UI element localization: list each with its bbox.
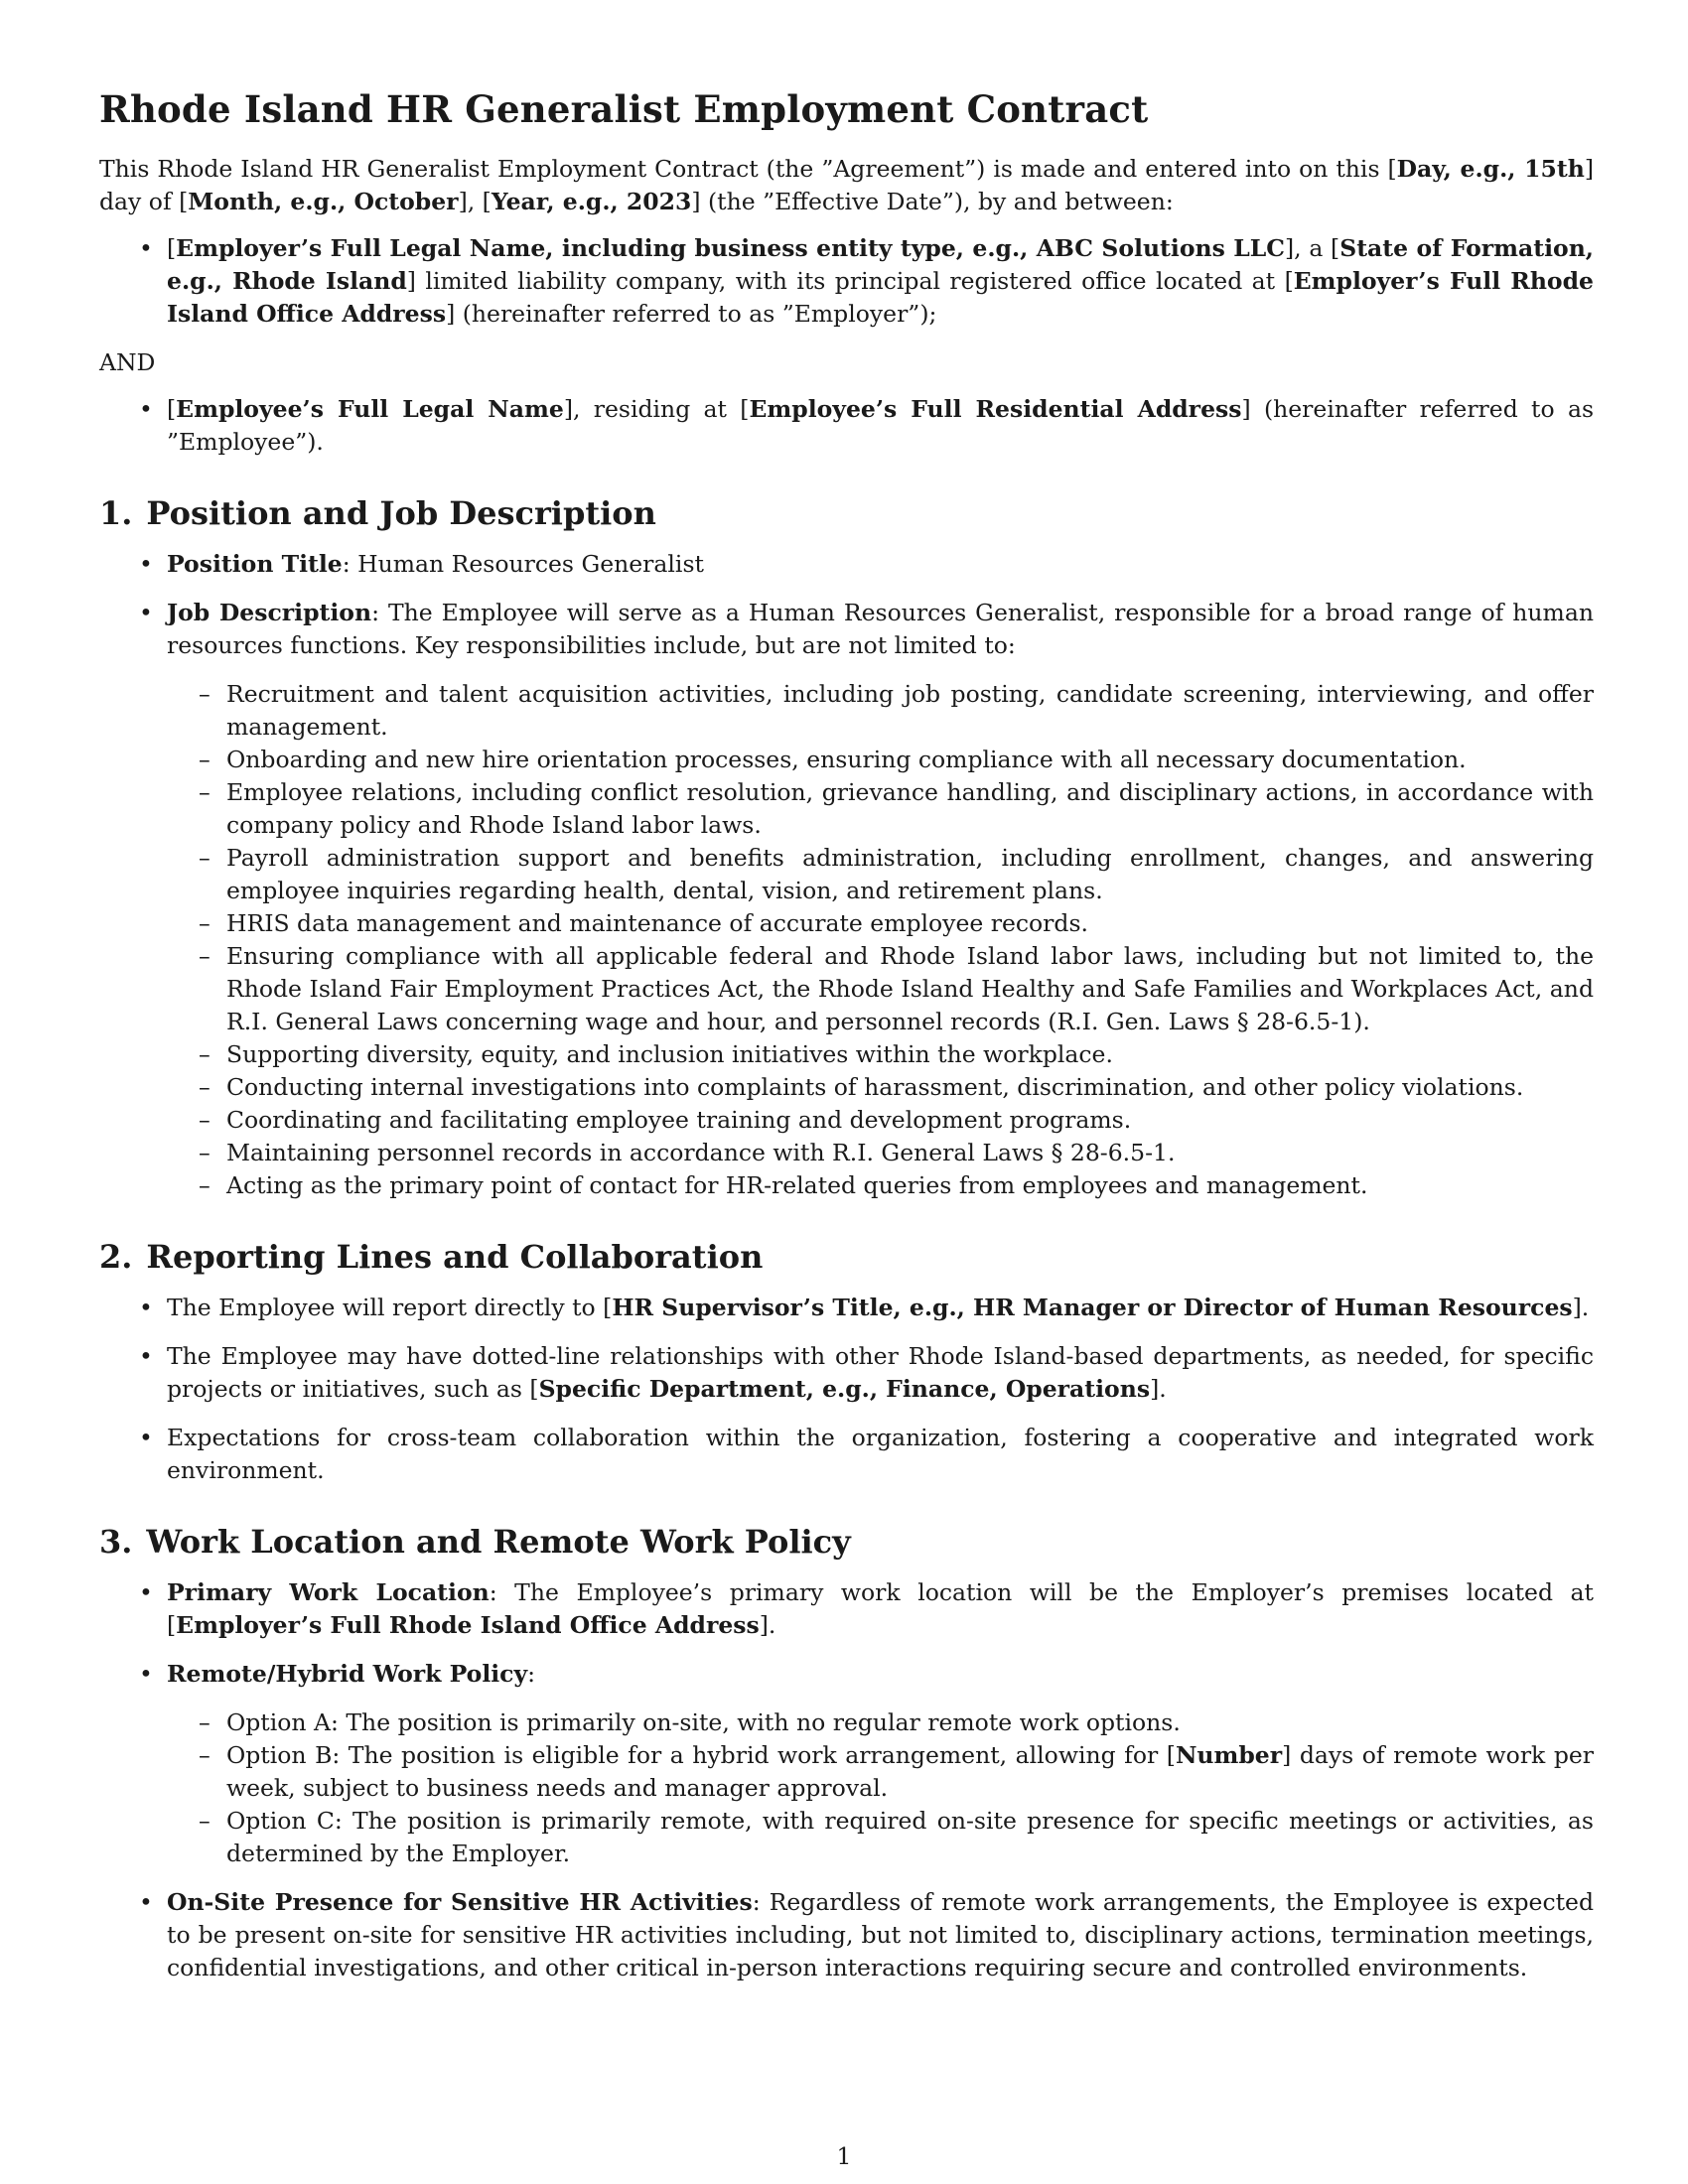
employer-party [99,232,1594,331]
section-2-list [99,1292,1594,1487]
duty-item: – Maintaining personnel records in accordance with R.I. General Laws § 28-6.5-1. [167,1137,1594,1169]
page-number: 1 [836,2142,852,2170]
department-placeholder: Specific Department, e.g., Finance, Operations [538,1375,1151,1403]
employee-party [99,393,1594,459]
employer-text: [ [167,234,177,262]
section-number: 2. [99,1238,133,1276]
state-placeholder: State of Formation, e.g., Rhode Island [167,234,1594,295]
parties-list-employee [99,393,1594,459]
employer-text: ] limited liability company, with its principal registered office located at [ [406,267,1294,295]
duty-item: – Ensuring compliance with all applicable federal and Rhode Island labor laws, including but not limited to, the Rhode Island Fair Employment Practices Act, the Rhode Island Healthy and Safe Families and Workplaces Act, and R.I. General Laws concerning wage and hour, and personnel records (R.I. Gen. Laws § 28-6.5-1). [167,940,1594,1038]
section-title: Position and Job Description [146,494,656,532]
section-3-heading [99,1523,1594,1561]
section-number: 3. [99,1523,133,1561]
number-placeholder: Number [1175,1741,1283,1769]
item-text: The Employee may have dotted-line relationships with other Rhode Island-based departments, as needed, for specific projects or initiatives, such as [ [167,1342,1594,1403]
day-placeholder: Day, e.g., 15th [1396,155,1585,183]
item-value: : Regardless of remote work arrangements, the Employee is expected to be present on-site for sensitive HR activities including, but not limited to, disciplinary actions, termination meetings, confidential investigations, and other critical in-person interactions requiring secure and controlled environments. [167,1888,1595,1981]
duty-item: – Acting as the primary point of contact for HR-related queries from employees and management. [167,1169,1594,1202]
remote-policy-item [99,1658,1594,1870]
item-text: The Employee will report directly to [ [167,1294,613,1321]
item-text: ]. [1572,1294,1590,1321]
duty-item: – Employee relations, including conflict resolution, grievance handling, and disciplinary actions, in accordance with company policy and Rhode Island labor laws. [167,776,1594,842]
employee-name-placeholder: Employee’s Full Legal Name [176,395,564,423]
section-1-list [99,548,1594,1202]
duty-item: – Payroll administration support and benefits administration, including enrollment, changes, and answering employee inquiries regarding health, dental, vision, and retirement plans. [167,842,1594,907]
parties-list-employer [99,232,1594,331]
employer-text: ], a [ [1284,234,1340,262]
item-text: ]. [1150,1375,1167,1403]
duty-item: – Supporting diversity, equity, and inclusion initiatives within the workplace. [167,1038,1594,1071]
item-value: : The Employee will serve as a Human Resources Generalist, responsible for a broad range of human resources functions. Key responsibilities include, but are not limited to: [167,599,1594,659]
option-text: Option B: The position is eligible for a hybrid work arrangement, allowing for [ [226,1741,1176,1769]
employee-text: [ [167,395,177,423]
intro-text: ], [ [458,188,492,215]
option-text: ] days of remote work per week, subject to business needs and manager approval. [226,1741,1594,1802]
employee-text: ] (hereinafter referred to as ”Employee”). [167,395,1595,456]
intro-text: ] (the ”Effective Date”), by and between: [691,188,1174,215]
intro-text: ] day of [ [99,155,1594,215]
item-value: : Human Resources Generalist [342,550,704,578]
employee-address-placeholder: Employee’s Full Residential Address [749,395,1242,423]
item-text: ]. [759,1611,776,1639]
intro-paragraph [99,153,1594,218]
item-label: Remote/Hybrid Work Policy [167,1660,528,1688]
and-separator: AND [99,348,156,376]
section-1-heading [99,494,1594,532]
item-text: : The Employee’s primary work location will be the Employer’s premises located at [ [167,1578,1594,1639]
duties-list [167,678,1594,1202]
section-title: Reporting Lines and Collaboration [146,1238,764,1276]
reporting-item [99,1292,1594,1324]
item-text: : [527,1660,536,1688]
item-label: Position Title [167,550,343,578]
section-3-list [99,1576,1594,1984]
year-placeholder: Year, e.g., 2023 [491,188,692,215]
month-placeholder: Month, e.g., October [188,188,459,215]
duty-item: – Conducting internal investigations into complaints of harassment, discrimination, and other policy violations. [167,1071,1594,1104]
duty-item: – Coordinating and facilitating employee training and development programs. [167,1104,1594,1137]
section-2-heading [99,1238,1594,1276]
duty-item: – Recruitment and talent acquisition activities, including job posting, candidate screening, interviewing, and offer management. [167,678,1594,744]
remote-options-list [167,1706,1594,1870]
duty-item: – HRIS data management and maintenance of accurate employee records. [167,907,1594,940]
item-label: Job Description [167,599,372,626]
employer-text: ] (hereinafter referred to as ”Employer”); [446,300,937,328]
option-c: – Option C: The position is primarily remote, with required on-site presence for specific meetings or activities, as determined by the Employer. [167,1805,1594,1870]
employer-name-placeholder: Employer’s Full Legal Name, including business entity type, e.g., ABC Solutions LLC [176,234,1285,262]
section-title: Work Location and Remote Work Policy [146,1523,851,1561]
option-b [167,1739,1594,1805]
collaboration-item: • Expectations for cross-team collaboration within the organization, fostering a cooperative and integrated work environment. [99,1422,1594,1487]
duty-item: – Onboarding and new hire orientation processes, ensuring compliance with all necessary documentation. [167,744,1594,776]
employee-text: ], residing at [ [563,395,750,423]
option-a: – Option A: The position is primarily on-site, with no regular remote work options. [167,1706,1594,1739]
section-number: 1. [99,494,133,532]
item-label: Primary Work Location [167,1578,490,1606]
dotted-line-item [99,1340,1594,1406]
office-address-placeholder: Employer’s Full Rhode Island Office Address [176,1611,760,1639]
item-label: On-Site Presence for Sensitive HR Activities [167,1888,753,1916]
employer-address-placeholder: Employer’s Full Rhode Island Office Address [167,267,1594,328]
document-title: Rhode Island HR Generalist Employment Contract [99,87,1149,131]
supervisor-placeholder: HR Supervisor’s Title, e.g., HR Manager or Director of Human Resources [612,1294,1573,1321]
work-location-item [99,1576,1594,1642]
position-title-item [99,548,1594,581]
job-description-item [99,597,1594,1202]
document-page [99,87,1594,2000]
intro-text: This Rhode Island HR Generalist Employment Contract (the ”Agreement”) is made and entered into on this [ [99,155,1397,183]
onsite-presence-item [99,1886,1594,1984]
